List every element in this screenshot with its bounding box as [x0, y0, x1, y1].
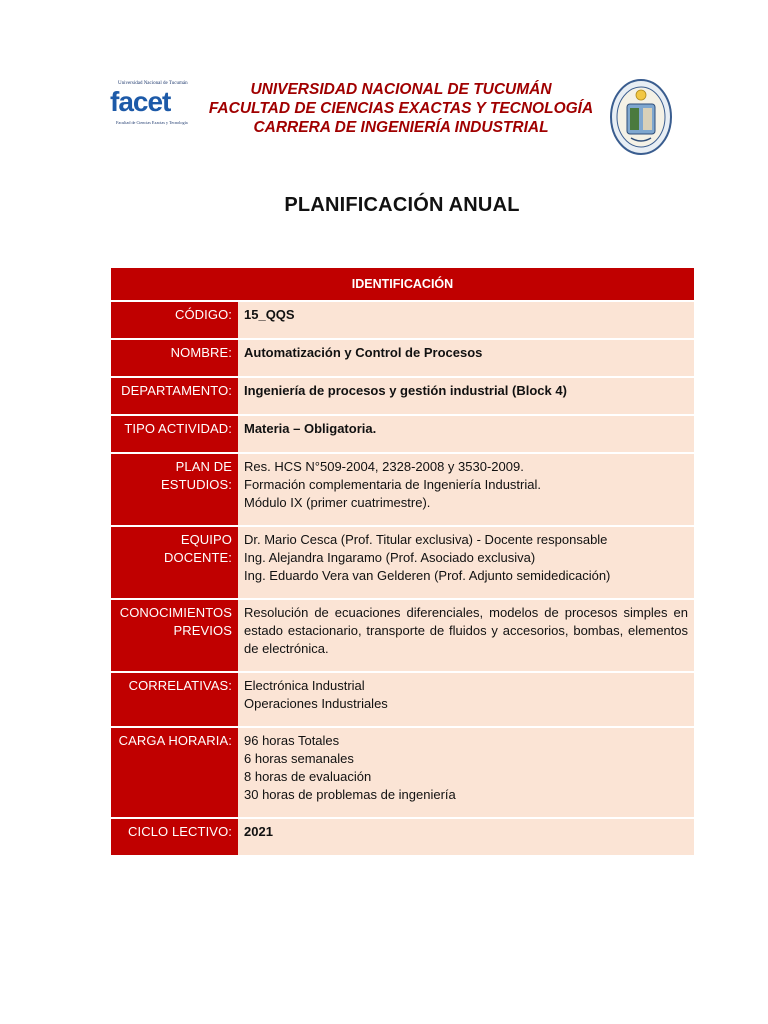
value-line: 8 horas de evaluación	[244, 769, 372, 784]
row-value	[238, 728, 694, 817]
label-line: DOCENTE:	[164, 550, 232, 565]
faculty-title: FACULTAD DE CIENCIAS EXACTAS Y TECNOLOGÍA	[208, 100, 594, 117]
label-line: TIPO ACTIVIDAD:	[124, 421, 232, 436]
value-line: Materia – Obligatoria.	[244, 421, 377, 436]
label-line: CICLO LECTIVO:	[128, 824, 232, 839]
value-line: 30 horas de problemas de ingeniería	[244, 787, 456, 802]
value-line: Dr. Mario Cesca (Prof. Titular exclusiva) - Docente responsable	[244, 532, 608, 547]
row-value	[238, 819, 694, 855]
logo-wordmark: facet	[110, 86, 171, 117]
value-line: Operaciones Industriales	[244, 696, 388, 711]
label-line: CÓDIGO:	[174, 307, 232, 322]
row-value	[238, 378, 694, 414]
value-line: Res. HCS N°509-2004, 2328-2008 y 3530-2009.	[244, 459, 524, 474]
row-label	[111, 378, 238, 414]
value-line: Formación complementaria de Ingeniería Industrial.	[244, 477, 541, 492]
table-row-carga-horaria	[111, 728, 694, 819]
row-value	[238, 454, 694, 525]
label-line: CONOCIMIENTOS	[119, 605, 232, 620]
table-header: IDENTIFICACIÓN	[111, 268, 694, 302]
value-line: 96 horas Totales	[244, 733, 340, 748]
value-line: Ing. Alejandra Ingaramo (Prof. Asociado exclusiva)	[244, 550, 536, 565]
table-row-conocimientos-previos	[111, 600, 694, 673]
table-row-departamento	[111, 378, 694, 416]
page-title: PLANIFICACIÓN ANUAL	[284, 194, 520, 216]
row-value	[238, 600, 694, 671]
logo-tagline-bottom: Facultad de Ciencias Exactas y Tecnología	[116, 120, 188, 125]
value-line: Ing. Eduardo Vera van Gelderen (Prof. Adjunto semidedicación)	[244, 568, 611, 583]
value-line: 2021	[244, 824, 273, 839]
table-row-nombre	[111, 340, 694, 378]
row-value	[238, 340, 694, 376]
row-label	[111, 302, 238, 338]
logo-tagline-top: Universidad Nacional de Tucumán	[118, 81, 188, 86]
row-label	[111, 527, 238, 598]
table-row-equipo-docente	[111, 527, 694, 600]
row-label	[111, 454, 238, 525]
institution-titles	[200, 80, 602, 137]
label-line: PLAN DE	[175, 459, 232, 474]
table-row-correlativas	[111, 673, 694, 728]
label-line: CORRELATIVAS:	[128, 678, 232, 693]
identification-table	[111, 268, 694, 855]
value-line: 15_QQS	[244, 307, 295, 322]
university-title: UNIVERSIDAD NACIONAL DE TUCUMÁN	[250, 81, 552, 98]
value-line: 6 horas semanales	[244, 751, 354, 766]
row-label	[111, 416, 238, 452]
label-line: NOMBRE:	[170, 345, 232, 360]
career-title: CARRERA DE INGENIERÍA INDUSTRIAL	[253, 119, 549, 136]
table-row-ciclo-lectivo	[111, 819, 694, 855]
row-label	[111, 819, 238, 855]
row-value	[238, 416, 694, 452]
label-line: DEPARTAMENTO:	[121, 383, 232, 398]
value-paragraph: Resolución de ecuaciones diferenciales, modelos de procesos simples en estado estacionario, transporte de fluidos y accesorios, bombas, elementos de electrónica.	[244, 605, 688, 656]
row-value	[238, 527, 694, 598]
row-label	[111, 673, 238, 726]
label-line: CARGA HORARIA:	[118, 733, 232, 748]
value-line: Ingeniería de procesos y gestión industrial (Block 4)	[244, 383, 567, 398]
row-label	[111, 340, 238, 376]
table-row-tipo-actividad	[111, 416, 694, 454]
value-line: Automatización y Control de Procesos	[244, 345, 483, 360]
row-value	[238, 673, 694, 726]
row-label	[111, 600, 238, 671]
university-seal-icon	[609, 78, 673, 156]
row-label	[111, 728, 238, 817]
label-line: PREVIOS	[173, 623, 232, 638]
row-value	[238, 302, 694, 338]
facet-logo	[108, 78, 204, 134]
label-line: EQUIPO	[180, 532, 232, 547]
table-row-plan-estudios	[111, 454, 694, 527]
value-line: Electrónica Industrial	[244, 678, 365, 693]
label-line: ESTUDIOS:	[161, 477, 232, 492]
document-header	[0, 0, 768, 170]
value-line: Módulo IX (primer cuatrimestre).	[244, 495, 431, 510]
table-row-codigo	[111, 302, 694, 340]
